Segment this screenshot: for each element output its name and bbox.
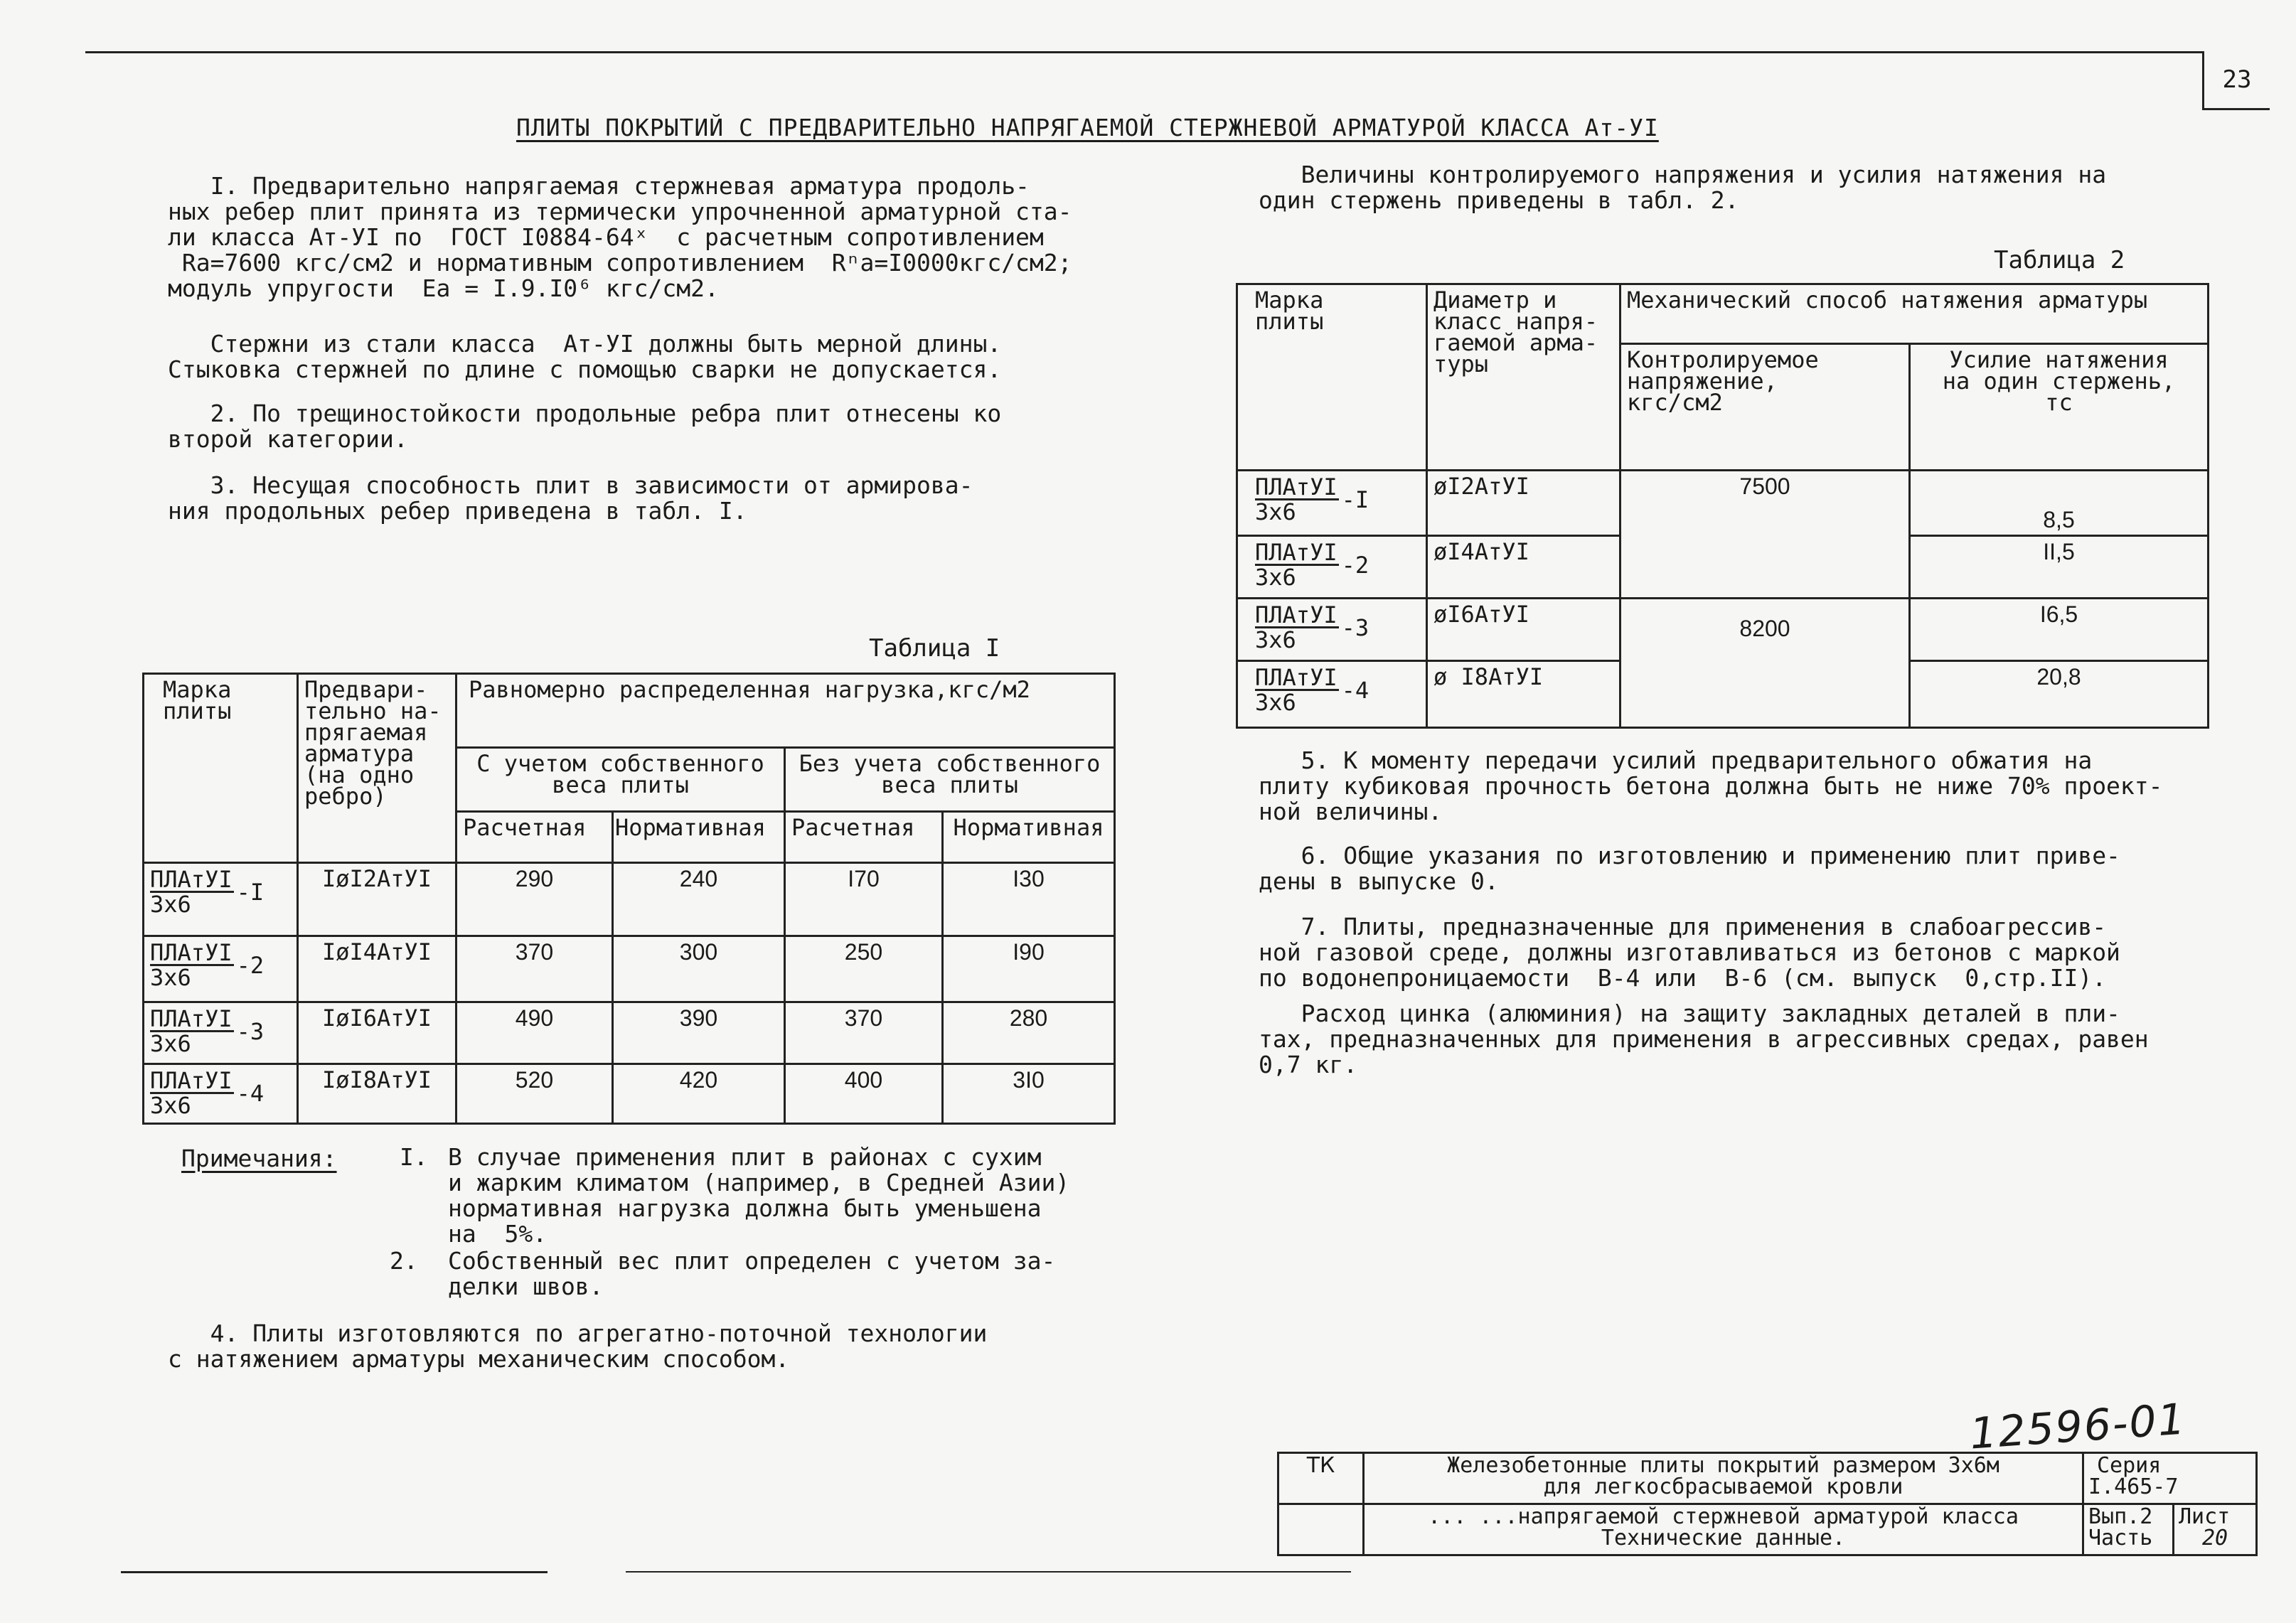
t2-stress: 8200 [1620,599,1910,728]
t1-header-reinforcement: Предвари- тельно на- прягаемая арматура (на одно ребро) [298,674,456,863]
paragraph-table2-intro: Величины контролируемого напряжения и усилия натяжения на один стержень приведены в табл. 2. [1259,161,2107,214]
paragraph-6: 6. Общие указания по изготовлению и применению плит приве- дены в выпуске 0. [1259,842,2120,895]
stamp-subtitle: ... ...напрягаемой стержневой арматурой класса Технические данные. [1364,1504,2083,1555]
paragraph-zinc: Расход цинка (алюминия) на защиту закладных деталей в пли- тах, предназначенных для применения в агрессивных средах, равен 0,7 кг. [1259,1000,2149,1078]
paragraph-2: 2. По трещиностойкости продольные ребра плит отнесены ко второй категории. [168,400,1002,453]
stamp-issue: Вып.2 Часть [2083,1504,2174,1555]
t1-norm-with: 240 [613,863,785,936]
t1-header-norm: Нормативная [613,812,785,863]
t2-force: 8,5 [1910,471,2209,536]
table1-caption: Таблица I [869,634,1000,663]
title-block [1277,1452,2258,1556]
t1-calc-with: 290 [456,863,613,936]
table-row [1237,471,2209,536]
t1-calc-without: 250 [785,936,943,1002]
t1-header-norm: Нормативная [943,812,1115,863]
t2-header-diameter: Диаметр и класс напря- гаемой арма- туры [1427,284,1620,471]
t2-header-stress: Контролируемое напряжение, кгс/см2 [1620,344,1910,471]
bottom-rule [121,1571,548,1573]
t1-mark: $\frac{\text{ПЛАтУI}}{3х6}$ -4 [144,1064,298,1124]
handwritten-code: 12596-01 [1967,1394,2188,1459]
t1-calc-without: 400 [785,1064,943,1124]
stamp-series: Серия I.465-7 [2083,1453,2257,1504]
paragraph-1: I. Предварительно напрягаемая стержневая арматура продоль- ных ребер плит принята из термически упрочненной арматурной ста- ли класса Ат-УI по ГОСТ I0884-64ˣ с расчетным сопротивлением Rа=7600 кгс/см2 и нормативным сопротивлением Rⁿа=I0000кгс/см2; модуль упругости Eа = I.9.I0⁶ кгс/см2. [168,172,1072,302]
t2-header-mark: Марка плиты [1237,284,1427,471]
t2-diameter: øI2АтУI [1427,471,1620,536]
table-row [144,936,1115,1002]
t1-mark: $\frac{\text{ПЛАтУI}}{3х6}$ -I [144,863,298,936]
t1-header-mark: Марка плиты [144,674,298,863]
t2-force: II,5 [1910,536,2209,599]
notes-heading: Примечания: [181,1145,337,1172]
table-row [144,1002,1115,1064]
t1-norm-with: 300 [613,936,785,1002]
page-title: ПЛИТЫ ПОКРЫТИЙ С ПРЕДВАРИТЕЛЬНО НАПРЯГАЕМОЙ СТЕРЖНЕВОЙ АРМАТУРОЙ КЛАССА Ат-УI [516,114,1659,141]
note-2: Собственный вес плит определен с учетом за- делки швов. [448,1247,1056,1300]
t1-norm-without: I30 [943,863,1115,936]
top-rule [85,51,2204,53]
t1-calc-with: 520 [456,1064,613,1124]
t2-mark: $\frac{\text{ПЛАтУI}}{3х6}$ -3 [1237,599,1427,661]
t1-norm-without: 280 [943,1002,1115,1064]
t1-reinforcement: IøI8АтУI [298,1064,456,1124]
t2-force: I6,5 [1910,599,2209,661]
table2-caption: Таблица 2 [1994,246,2125,274]
t1-norm-with: 390 [613,1002,785,1064]
table-2 [1236,283,2209,729]
t1-reinforcement: IøI4АтУI [298,936,456,1002]
t1-norm-without: I90 [943,936,1115,1002]
t1-mark: $\frac{\text{ПЛАтУI}}{3х6}$ -2 [144,936,298,1002]
t2-diameter: øI4АтУI [1427,536,1620,599]
t1-calc-with: 490 [456,1002,613,1064]
note-2-number: 2. [390,1247,418,1275]
t1-header-with-self-weight: С учетом собственного веса плиты [456,748,785,812]
paragraph-rods: Стержни из стали класса Ат-УI должны быть мерной длины. Стыковка стержней по длине с помощью сварки не допускается. [168,330,1002,383]
stamp-empty-cell [1278,1504,1364,1555]
stamp-sheet: Лист 20 [2174,1504,2257,1555]
t2-stress: 7500 [1620,471,1910,599]
t2-mark: $\frac{\text{ПЛАтУI}}{3х6}$ -I [1237,471,1427,536]
t1-calc-without: I70 [785,863,943,936]
t2-header-method: Механический способ натяжения арматуры [1620,284,2209,344]
t1-header-load: Равномерно распределенная нагрузка,кгс/м2 [456,674,1115,748]
organization-mark: ТК [1278,1453,1364,1504]
paragraph-5: 5. К моменту передачи усилий предварительного обжатия на плиту кубиковая прочность бетона должна быть не ниже 70% проект- ной величины. [1259,746,2163,825]
t2-header-force: Усилие натяжения на один стержень, тс [1910,344,2209,471]
t2-mark: $\frac{\text{ПЛАтУI}}{3х6}$ -2 [1237,536,1427,599]
t2-force: 20,8 [1910,661,2209,728]
stamp-title: Железобетонные плиты покрытий размером 3х6м для легкосбрасываемой кровли [1364,1453,2083,1504]
paragraph-7: 7. Плиты, предназначенные для применения в слабоагрессив- ной газовой среде, должны изготавливаться из бетонов с маркой по водонепроницаемости В-4 или В-6 (см. выпуск 0,стр.II). [1259,913,2120,992]
note-1: В случае применения плит в районах с сухим и жарким климатом (например, в Средней Азии) нормативная нагрузка должна быть уменьшена на 5%. [448,1143,1070,1248]
t1-mark: $\frac{\text{ПЛАтУI}}{3х6}$ -3 [144,1002,298,1064]
t1-norm-with: 420 [613,1064,785,1124]
t1-header-calc: Расчетная [785,812,943,863]
paragraph-4: 4. Плиты изготовляются по агрегатно-поточной технологии с натяжением арматуры механическим способом. [168,1319,988,1373]
table-row [144,1064,1115,1124]
table-row [144,863,1115,936]
t1-calc-with: 370 [456,936,613,1002]
t1-header-without-self-weight: Без учета собственного веса плиты [785,748,1115,812]
t1-reinforcement: IøI6АтУI [298,1002,456,1064]
t2-diameter: øI6АтУI [1427,599,1620,661]
t1-calc-without: 370 [785,1002,943,1064]
t1-reinforcement: IøI2АтУI [298,863,456,936]
t2-mark: $\frac{\text{ПЛАтУI}}{3х6}$ -4 [1237,661,1427,728]
paragraph-3: 3. Несущая способность плит в зависимости от армирова- ния продольных ребер приведена в табл. I. [168,471,973,525]
t1-norm-without: 3I0 [943,1064,1115,1124]
bottom-rule [626,1571,1351,1573]
t2-diameter: ø I8АтУI [1427,661,1620,728]
page-number: 23 [2202,51,2270,110]
table-row [1237,599,2209,661]
note-1-number: I. [400,1143,428,1171]
t1-header-calc: Расчетная [456,812,613,863]
table-1 [142,673,1116,1125]
